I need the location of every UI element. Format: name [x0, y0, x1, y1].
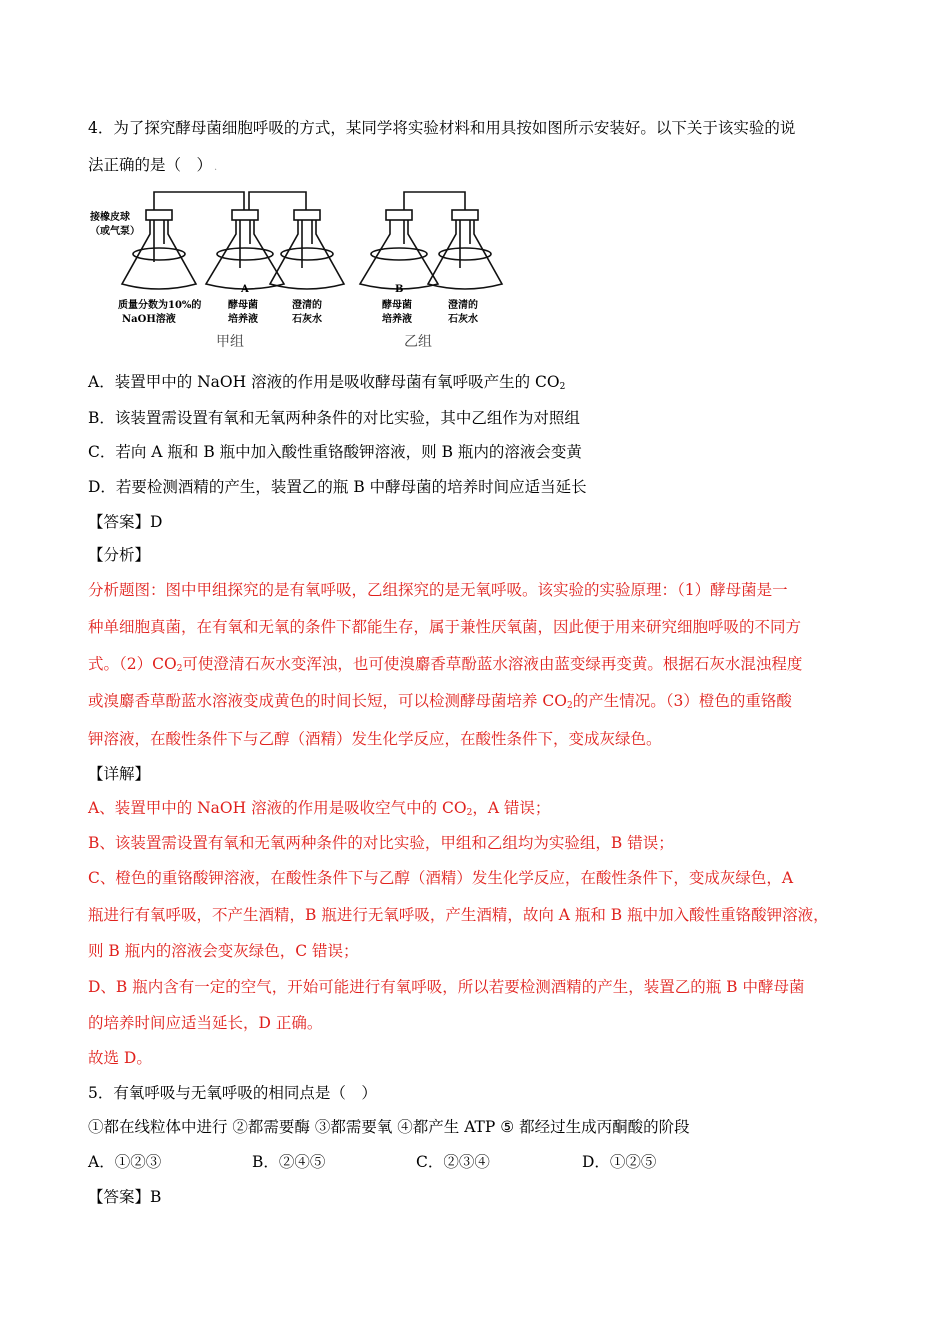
q5-stem: 5．有氧呼吸与无氧呼吸的相同点是（ ） — [88, 1084, 377, 1102]
bottle-B-label: B — [395, 284, 404, 295]
q4-option-A: A．装置甲中的 NaOH 溶液的作用是吸收酵母菌有氧呼吸产生的 $CO_2$ — [88, 373, 566, 392]
group-jia-label: 甲组 — [216, 334, 244, 350]
naoh-label-1: 质量分数为10%的 — [118, 300, 202, 311]
analysis-line-1: 分析题图：图中甲组探究的是有氧呼吸，乙组探究的是无氧呼吸。该实验的实验原理：（1）酵母菌是一 — [88, 581, 788, 599]
detail-A: A、装置甲中的 NaOH 溶液的作用是吸收空气中的 $CO_2$，A 错误； — [88, 799, 551, 818]
q4-option-B: B．该装置需设置有氧和无氧两种条件的对比实验，其中乙组作为对照组 — [88, 409, 580, 427]
q4-stem-line2: 法正确的是（ ） . — [88, 156, 218, 174]
yeast-label-1: 酵母菌 — [228, 300, 258, 311]
pump-label-2: （或气泵） — [90, 226, 140, 237]
pump-label-1: 接橡皮球 — [90, 212, 130, 223]
stopper — [146, 210, 172, 220]
q4-analysis-title: 【分析】 — [88, 546, 151, 564]
detail-C-line-2: 瓶进行有氧呼吸，不产生酒精，B 瓶进行无氧呼吸，产生酒精，故向 A 瓶和 B 瓶中加入酸性重铬酸钾溶液， — [88, 906, 829, 924]
analysis-line-4: 或溴麝香草酚蓝水溶液变成黄色的时间长短，可以检测酵母菌培养 $CO_2$的产生情况。（3）橙色的重铬酸 — [88, 692, 792, 711]
q5-option-C: C．②③④ — [416, 1153, 490, 1171]
connecting-tube — [154, 192, 244, 210]
q4-option-D: D．若要检测酒精的产生，装置乙的瓶 B 中酵母菌的培养时间应适当延长 — [88, 478, 587, 496]
q4-answer: 【答案】D — [88, 513, 163, 531]
bottle-A-label: A — [241, 284, 249, 295]
lime-label-1: 澄清的 — [292, 300, 322, 311]
q5-items: ①都在线粒体中进行 ②都需要酶 ③都需要氧 ④都产生 ATP ⑤ 都经过生成丙酮酸的阶段 — [88, 1118, 690, 1136]
q5-option-A: A．①②③ — [88, 1153, 162, 1171]
analysis-line-2: 种单细胞真菌，在有氧和无氧的条件下都能生存，属于兼性厌氧菌，因此便于用来研究细胞呼吸的不同方 — [88, 618, 802, 636]
connecting-tube — [404, 192, 465, 210]
q5-option-D: D．①②⑤ — [582, 1153, 657, 1171]
q4-stem-line1: 4．为了探究酵母菌细胞呼吸的方式，某同学将实验材料和用具按如图所示安装好。以下关于该实验的说 — [88, 119, 796, 137]
q4-conclusion: 故选 D。 — [88, 1049, 152, 1067]
q5-option-B: B．②④⑤ — [252, 1153, 326, 1171]
detail-D-line-1: D、B 瓶内含有一定的空气，开始可能进行有氧呼吸，所以若要检测酒精的产生，装置乙的瓶 B 中酵母菌 — [88, 978, 805, 996]
q4-option-C: C．若向 A 瓶和 B 瓶中加入酸性重铬酸钾溶液，则 B 瓶内的溶液会变黄 — [88, 443, 582, 461]
yeast-label-2: 培养液 — [228, 314, 258, 325]
analysis-line-5: 钾溶液，在酸性条件下与乙醇（酒精）发生化学反应，在酸性条件下，变成灰绿色。 — [88, 730, 662, 748]
detail-D-line-2: 的培养时间应适当延长，D 正确。 — [88, 1014, 323, 1032]
naoh-label-2: NaOH溶液 — [122, 314, 176, 325]
group-yi-label: 乙组 — [404, 334, 432, 350]
yeast-label-B-2: 培养液 — [382, 314, 412, 325]
q5-answer: 【答案】B — [88, 1188, 162, 1206]
detail-C-line-1: C、橙色的重铬酸钾溶液，在酸性条件下与乙醇（酒精）发生化学反应，在酸性条件下，变成灰绿色，A — [88, 869, 794, 887]
lime-label-B-1: 澄清的 — [448, 300, 478, 311]
apparatus-diagram — [88, 184, 528, 364]
experiment-figure — [88, 184, 528, 368]
analysis-line-3: 式。$(2)CO_2$可使澄清石灰水变浑浊，也可使溴麝香草酚蓝水溶液由蓝变绿再变黄。根据石灰水混浊程度 — [88, 655, 803, 674]
q4-detail-title: 【详解】 — [88, 765, 151, 783]
detail-C-line-3: 则 B 瓶内的溶液会变灰绿色，C 错误； — [88, 942, 359, 960]
connecting-tube — [249, 192, 306, 210]
detail-B: B、该装置需设置有氧和无氧两种条件的对比实验，甲组和乙组均为实验组，B 错误； — [88, 834, 674, 852]
yeast-label-B-1: 酵母菌 — [382, 300, 412, 311]
lime-label-2: 石灰水 — [292, 314, 322, 325]
lime-label-B-2: 石灰水 — [448, 314, 478, 325]
